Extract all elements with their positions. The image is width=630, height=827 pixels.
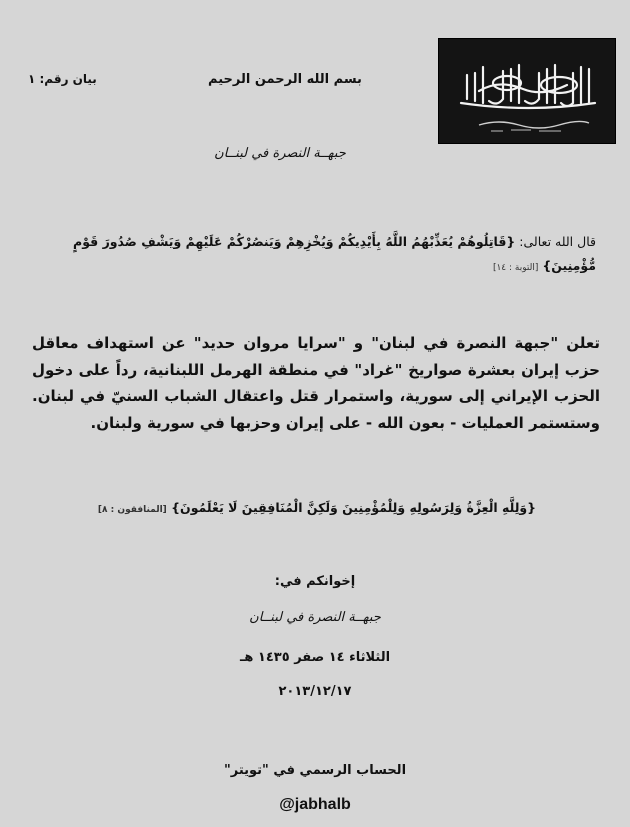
closing-verse-text: {وَلِلَّهِ الْعِزَّةُ وَلِرَسُولِهِ وَلِلْمُؤْمِنِينَ وَلَكِنَّ الْمُنَافِقِينَ لَا يَعْلَمُونَ} <box>171 500 537 515</box>
verse-text: {قَاتِلُوهُمْ يُعَذِّبْهُمُ اللَّهُ بِأَيْدِيكُمْ وَيُخْزِهِمْ وَيَنصُرْكُمْ عَلَيْهِمْ وَيَشْفِ صُدُورَ قَوْمٍ مُّؤْمِنِينَ} <box>73 234 596 273</box>
organization-signature-top: جبهــة النصرة في لبنــان <box>214 146 346 161</box>
basmala: بسم الله الرحمن الرحيم <box>208 72 362 87</box>
verse-reference: [التوبة : ١٤] <box>492 263 539 273</box>
closing-verse-reference: [المنافقون : ٨] <box>97 505 167 515</box>
hijri-date: الثلاثاء ١٤ صفر ١٤٣٥ هـ <box>239 650 391 665</box>
twitter-handle: @jabhalb <box>279 796 351 813</box>
verse-intro: قال الله تعالى: <box>519 234 596 249</box>
closing-quran-verse <box>38 500 596 515</box>
gregorian-date: ٢٠١٣/١٢/١٧ <box>278 684 352 699</box>
banner-calligraphy-icon <box>439 39 615 143</box>
statement-number: بيان رقم: ١ <box>28 72 97 86</box>
organization-signature-bottom: جبهــة النصرة في لبنــان <box>249 610 381 625</box>
black-banner-logo <box>438 38 616 144</box>
opening-quran-verse <box>36 230 596 280</box>
twitter-account-label: الحساب الرسمي في "تويتر" <box>223 763 407 778</box>
brothers-label: إخوانكم في: <box>274 574 356 589</box>
statement-body: تعلن "جبهة النصرة في لبنان" و "سرايا مروان حديد" عن استهداف معاقل حزب إيران بعشرة صواريخ "غراد" في منطقة الهرمل اللبنانية، رداً على دخول الحزب الإيراني إلى سورية، واستمرار قتل واعتقال الشباب السنيّ في لبنان. وستستمر العمليات - بعون الله - على إيران وحزبها في سورية ولبنان. <box>32 334 600 432</box>
